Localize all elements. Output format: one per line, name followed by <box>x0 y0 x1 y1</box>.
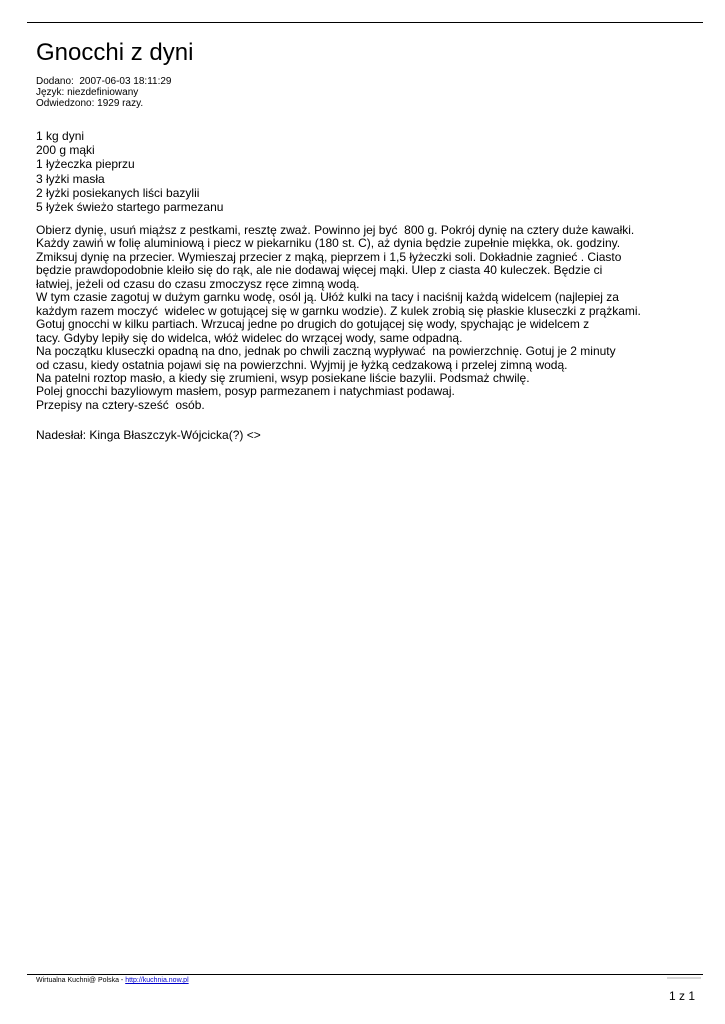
instruction-line: tacy. Gdyby lepiły się do widelca, włóż widelec do wrzącej wody, same odpadną. <box>36 330 463 345</box>
instruction-line: łatwiej, jeżeli od czasu do czasu zmoczysz ręce zimną wodą. <box>36 276 360 291</box>
meta-visits: Odwiedzono: 1929 razy. <box>36 98 144 109</box>
instruction-line: Na początku kluseczki opadną na dno, jednak po chwili zaczną wypływać na powierzchnię. Gotuj je 2 minuty <box>36 344 616 359</box>
instruction-line: Polej gnocchi bazyliowym masłem, posyp parmezanem i natychmiast podawaj. <box>36 384 455 399</box>
instruction-line: będzie prawdopodobnie kleiło się do rąk, ale nie dodawaj więcej mąki. Ulep z ciasta 40 kuleczek. Będzie ci <box>36 263 603 278</box>
bottom-divider <box>27 974 703 975</box>
ingredients-list <box>36 129 223 214</box>
instruction-line: Zmiksuj dynię na przecier. Wymieszaj przecier z mąką, pieprzem i 1,5 łyżeczki soli. Dokładnie zagnieć . Ciasto <box>36 249 622 264</box>
recipe-instructions <box>36 224 706 412</box>
ingredient-item: 200 g mąki <box>36 143 95 158</box>
ingredient-item: 2 łyżki posiekanych liści bazylii <box>36 185 200 200</box>
footer-site-link[interactable]: http://kuchnia.now.pl <box>125 977 189 984</box>
recipe-meta <box>36 76 171 109</box>
page-title: Gnocchi z dyni <box>36 39 194 66</box>
top-divider <box>27 22 703 23</box>
instruction-line: Gotuj gnocchi w kilku partiach. Wrzucaj jedne po drugich do gotującej się wody, spychając je widelcem z <box>36 317 590 332</box>
instruction-line: W tym czasie zagotuj w dużym garnku wodę, osól ją. Ułóż kulki na tacy i naciśnij każdą widelcem (najlepiej za <box>36 290 619 305</box>
footer-faint-mark <box>667 977 701 979</box>
footer-site-name: Wirtualna Kuchni@ Polska - <box>36 977 126 984</box>
ingredient-item: 1 łyżeczka pieprzu <box>36 157 135 172</box>
meta-language: Język: niezdefiniowany <box>36 87 139 98</box>
footer <box>36 976 189 985</box>
page-number: 1 z 1 <box>668 989 695 1003</box>
instruction-line: każdym razem moczyć widelec w gotującej się w garnku wodzie). Z kulek zrobią się płaskie kluseczki z prążkami. <box>36 303 641 318</box>
meta-added: Dodano: 2007-06-03 18:11:29 <box>36 76 172 87</box>
instruction-line: Na patelni roztop masło, a kiedy się zrumieni, wsyp posiekane liście bazylii. Podsmaż chwilę. <box>36 370 530 385</box>
ingredient-item: 5 łyżek świeżo startego parmezanu <box>36 200 224 215</box>
instruction-line: Każdy zawiń w folię aluminiową i piecz w piekarniku (180 st. C), aż dynia będzie zupełnie miękka, ok. godziny. <box>36 236 621 251</box>
recipe-author: Nadesłał: Kinga Błaszczyk-Wójcicka(?) <> <box>36 428 261 442</box>
instruction-line: Obierz dynię, usuń miąższ z pestkami, resztę zważ. Powinno jej być 800 g. Pokrój dynię na cztery duże kawałki. <box>36 223 635 237</box>
ingredient-item: 1 kg dyni <box>36 129 85 143</box>
instruction-line: Przepisy na cztery-sześć osób. <box>36 397 205 412</box>
instruction-line: od czasu, kiedy ostatnia pojawi się na powierzchni. Wyjmij je łyżką cedzakową i przelej zimną wodą. <box>36 357 568 372</box>
ingredient-item: 3 łyżki masła <box>36 171 105 186</box>
